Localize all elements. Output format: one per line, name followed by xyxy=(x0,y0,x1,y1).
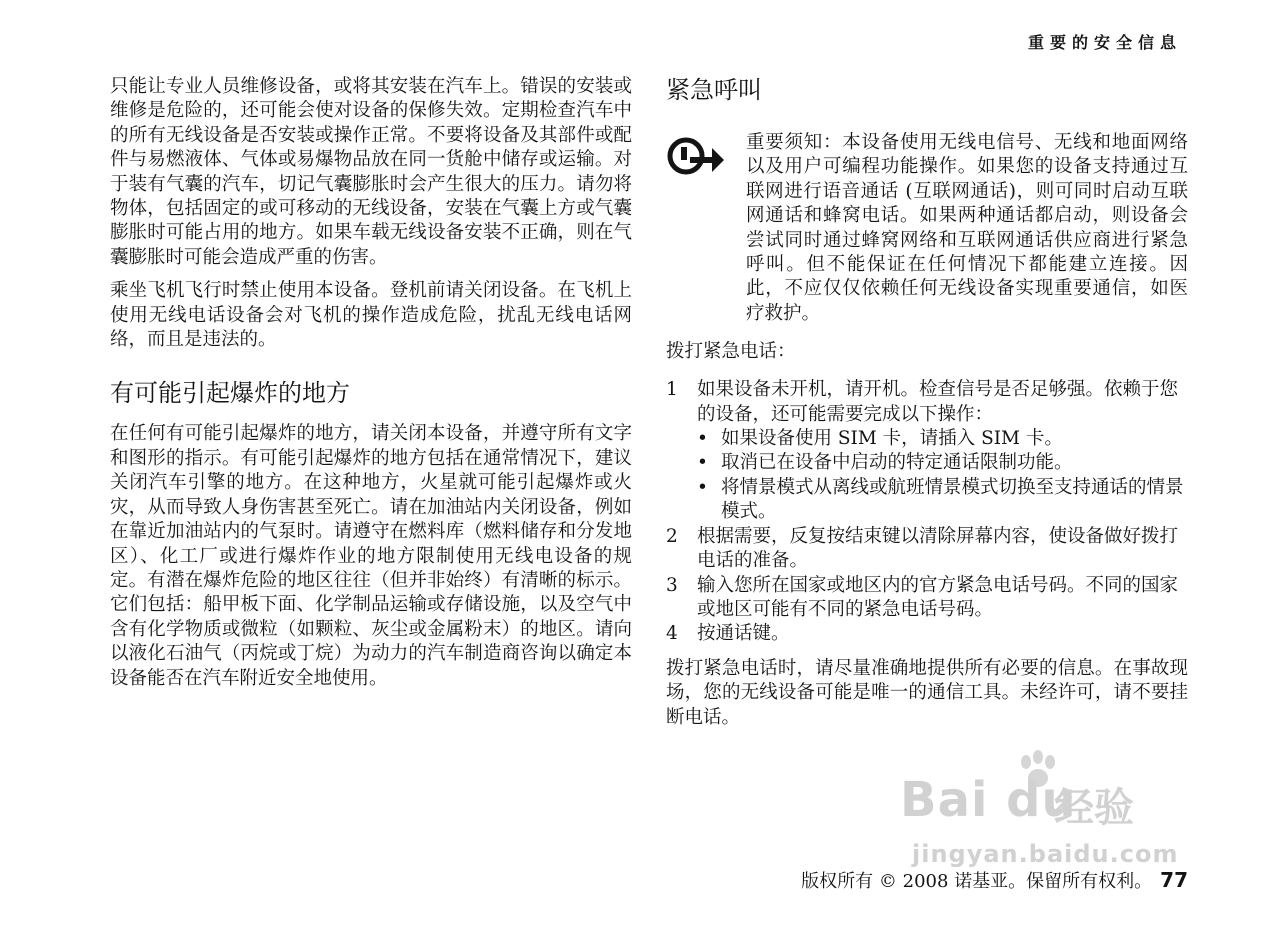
watermark-brand: Bai du xyxy=(900,772,1077,828)
bullet-icon: • xyxy=(697,476,708,498)
step-1-sublist xyxy=(697,427,1188,525)
emergency-calls-heading: 紧急呼叫 xyxy=(666,76,762,104)
list-item xyxy=(697,476,1188,525)
step-number: 1 xyxy=(666,379,678,401)
left-column xyxy=(110,75,632,691)
important-notice-text xyxy=(746,131,1188,326)
bullet-text: 将情景模式从离线或航班情景模式切换至支持通话的情景模式。 xyxy=(721,476,1184,523)
list-item xyxy=(697,451,1188,475)
step-item xyxy=(666,525,1188,574)
step-number: 4 xyxy=(666,623,678,645)
step-text: 输入您所在国家或地区内的官方紧急电话号码。不同的国家或地区可能有不同的紧急电话号码。 xyxy=(697,574,1179,620)
bullet-icon: • xyxy=(697,428,708,450)
baidu-jingyan-watermark xyxy=(900,750,1200,880)
page-footer xyxy=(801,868,1188,894)
step-text: 根据需要，反复按结束键以清除屏幕内容，使设备做好拨打电话的准备。 xyxy=(697,525,1179,572)
dial-emergency-subheading: 拨打紧急电话： xyxy=(666,341,796,363)
step-number: 2 xyxy=(666,525,678,547)
page-number: 77 xyxy=(1160,868,1188,892)
step-item xyxy=(666,622,1188,646)
notice-body: 本设备使用无线电信号、无线和地面网络以及用户可编程功能操作。如果您的设备支持通过互联网进行语音通话 (互联网通话)，则可同时启动互联网通话和蜂窝电话。如果两种通话都启动，则设备会尝试同时通过蜂窝网络和互联网通话供应商进行紧急呼叫。但不能保证在任何情况下都能建立连接。因此，不应仅仅依赖任何无线设备实现重要通信，如医疗救护。 xyxy=(746,132,1188,324)
running-head: 重要的安全信息 xyxy=(1027,33,1182,52)
bullet-icon: • xyxy=(697,452,708,474)
watermark-url: jingyan.baidu.com xyxy=(912,840,1179,868)
vehicle-safety-paragraph: 只能让专业人员维修设备，或将其安装在汽车上。错误的安装或维修是危险的，还可能会使对设备的保修失效。定期检查汽车中的所有无线设备是否安装或操作正常。不要将设备及其部件或配件与易燃液体、气体或易爆物品放在同一货舱中储存或运输。对于装有气囊的汽车，切记气囊膨胀时会产生很大的压力。请勿将物体，包括固定的或可移动的无线设备，安装在气囊上方或气囊膨胀时可能占用的地方。如果车载无线设备安装不正确，则在气囊膨胀时可能会造成严重的伤害。 xyxy=(110,76,632,268)
list-item xyxy=(697,427,1188,451)
important-notice xyxy=(666,131,1188,326)
closing-paragraph: 拨打紧急电话时，请尽量准确地提供所有必要的信息。在事故现场，您的无线设备可能是唯一的通信工具。未经许可，请不要挂断电话。 xyxy=(666,657,1188,728)
right-column xyxy=(666,75,1188,730)
emergency-steps-list xyxy=(666,378,1188,646)
step-text: 如果设备未开机，请开机。检查信号是否足够强。依赖于您的设备，还可能需要完成以下操作： xyxy=(697,379,1179,425)
important-notice-icon xyxy=(666,133,726,326)
step-text: 按通话键。 xyxy=(697,623,790,645)
aircraft-paragraph: 乘坐飞机飞行时禁止使用本设备。登机前请关闭设备。在飞机上使用无线电话设备会对飞机的操作造成危险，扰乱无线电话网络，而且是违法的。 xyxy=(110,280,632,351)
explosive-areas-heading: 有可能引起爆炸的地方 xyxy=(110,379,350,408)
copyright-text: 版权所有 © 2008 诺基亚。保留所有权利。 xyxy=(801,871,1153,892)
bullet-text: 如果设备使用 SIM 卡，请插入 SIM 卡。 xyxy=(721,428,1063,450)
watermark-sub: 经验 xyxy=(1054,785,1134,831)
step-item xyxy=(666,378,1188,524)
bullet-text: 取消已在设备中启动的特定通话限制功能。 xyxy=(721,452,1073,474)
step-item xyxy=(666,574,1188,623)
step-number: 3 xyxy=(666,574,678,596)
explosive-areas-paragraph: 在任何有可能引起爆炸的地方，请关闭本设备，并遵守所有文字和图形的指示。有可能引起爆炸的地方包括在通常情况下，建议关闭汽车引擎的地方。在这种地方，火星就可能引起爆炸或火灾，从而导致人身伤害甚至死亡。请在加油站内关闭设备，例如在靠近加油站内的气泵时。请遵守在燃料库（燃料储存和分发地区）、化工厂或进行爆炸作业的地方限制使用无线电设备的规定。有潜在爆炸危险的地区往往（但并非始终）有清晰的标示。它们包括：船甲板下面、化学制品运输或存储设施，以及空气中含有化学物质或微粒（如颗粒、灰尘或金属粉末）的地区。请向以液化石油气（丙烷或丁烷）为动力的汽车制造商咨询以确定本设备能否在汽车附近安全地使用。 xyxy=(110,423,632,689)
notice-lead: 重要须知： xyxy=(746,132,843,153)
